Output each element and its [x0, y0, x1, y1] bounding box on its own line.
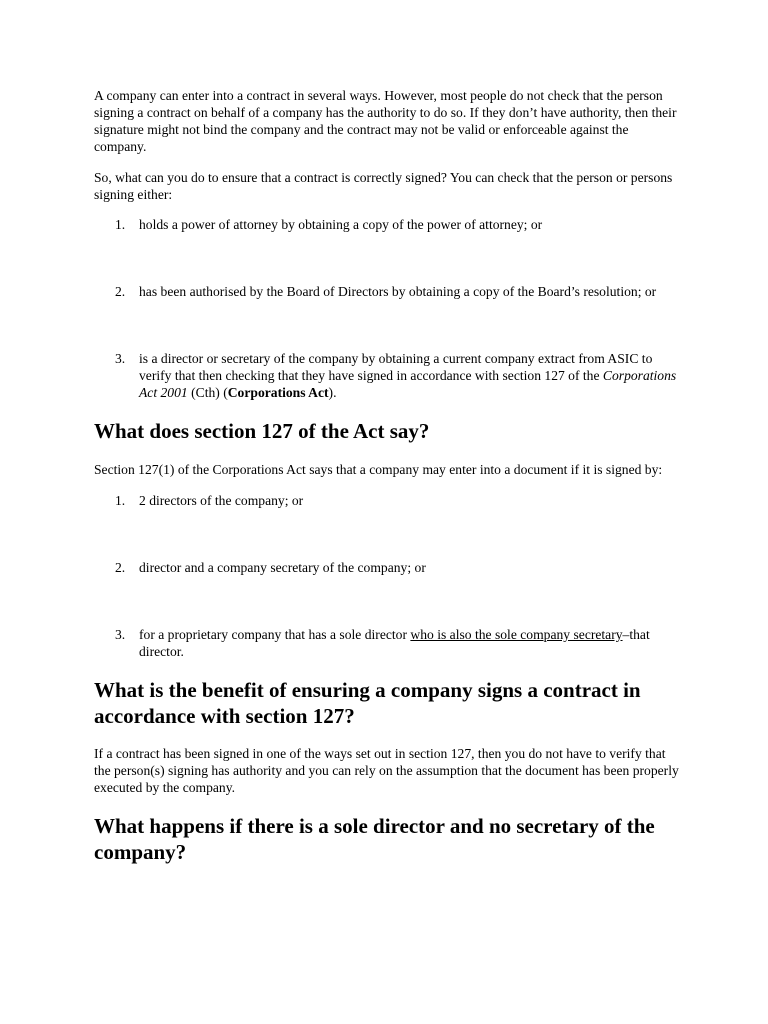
- list-number: 3.: [115, 627, 126, 642]
- act-name-italic: Corporations Act 2001: [139, 368, 677, 400]
- list-item: [94, 492, 684, 509]
- list-item-text: [139, 627, 650, 659]
- list-number: 1.: [115, 493, 126, 508]
- intro-paragraph-1: A company can enter into a contract in several ways. However, most people do not check that the person signing a contract on behalf of a company has the authority to do so. If they don’t have authority, then their signature might not bind the company and the contract may not be valid or enforceable against the company.: [94, 88, 677, 154]
- section-127-paragraph: Section 127(1) of the Corporations Act says that a company may enter into a document if it is signed by:: [94, 462, 663, 477]
- section-heading-benefit: What is the benefit of ensuring a company signs a contract in accordance with section 127?: [94, 678, 641, 728]
- list-item: [94, 216, 684, 233]
- authority-checks-list: [94, 216, 684, 401]
- list-item-text-part: ).: [328, 385, 337, 400]
- list-item-text: 2 directors of the company; or: [139, 493, 304, 508]
- defined-term-bold: Corporations Act: [227, 385, 329, 400]
- list-item-text-part: (Cth) (: [187, 385, 228, 400]
- list-number: 2.: [115, 560, 126, 575]
- signatories-list: [94, 492, 684, 660]
- underlined-text: who is also the sole company secretary: [410, 627, 623, 642]
- section-heading-127: What does section 127 of the Act say?: [94, 419, 430, 443]
- list-item: [94, 626, 684, 660]
- list-number: 3.: [115, 351, 126, 366]
- intro-paragraph-2: So, what can you do to ensure that a contract is correctly signed? You can check that the person or persons signing either:: [94, 170, 673, 202]
- list-item-text-part: –that director.: [139, 627, 650, 659]
- benefit-paragraph: If a contract has been signed in one of the ways set out in section 127, then you do not have to verify that the person(s) signing has authority and you can rely on the assumption that the document has been properly executed by the company.: [94, 746, 679, 795]
- list-item-text-part: for a proprietary company that has a sole director: [139, 627, 411, 642]
- list-item-text-part: is a director or secretary of the company by obtaining a current company extract from ASIC to verify that then checking that they have signed in accordance with section 127 of the: [139, 351, 653, 383]
- section-heading-sole-director: What happens if there is a sole director and no secretary of the company?: [94, 814, 655, 864]
- list-item-text: has been authorised by the Board of Directors by obtaining a copy of the Board’s resolution; or: [139, 284, 657, 299]
- list-item-text: director and a company secretary of the company; or: [139, 560, 426, 575]
- list-number: 1.: [115, 217, 126, 232]
- list-number: 2.: [115, 284, 126, 299]
- document-page: [94, 87, 684, 865]
- list-item: [94, 350, 684, 401]
- list-item: [94, 283, 684, 300]
- list-item-text: [139, 351, 676, 400]
- list-item: [94, 559, 684, 576]
- list-item-text: holds a power of attorney by obtaining a copy of the power of attorney; or: [139, 217, 543, 232]
